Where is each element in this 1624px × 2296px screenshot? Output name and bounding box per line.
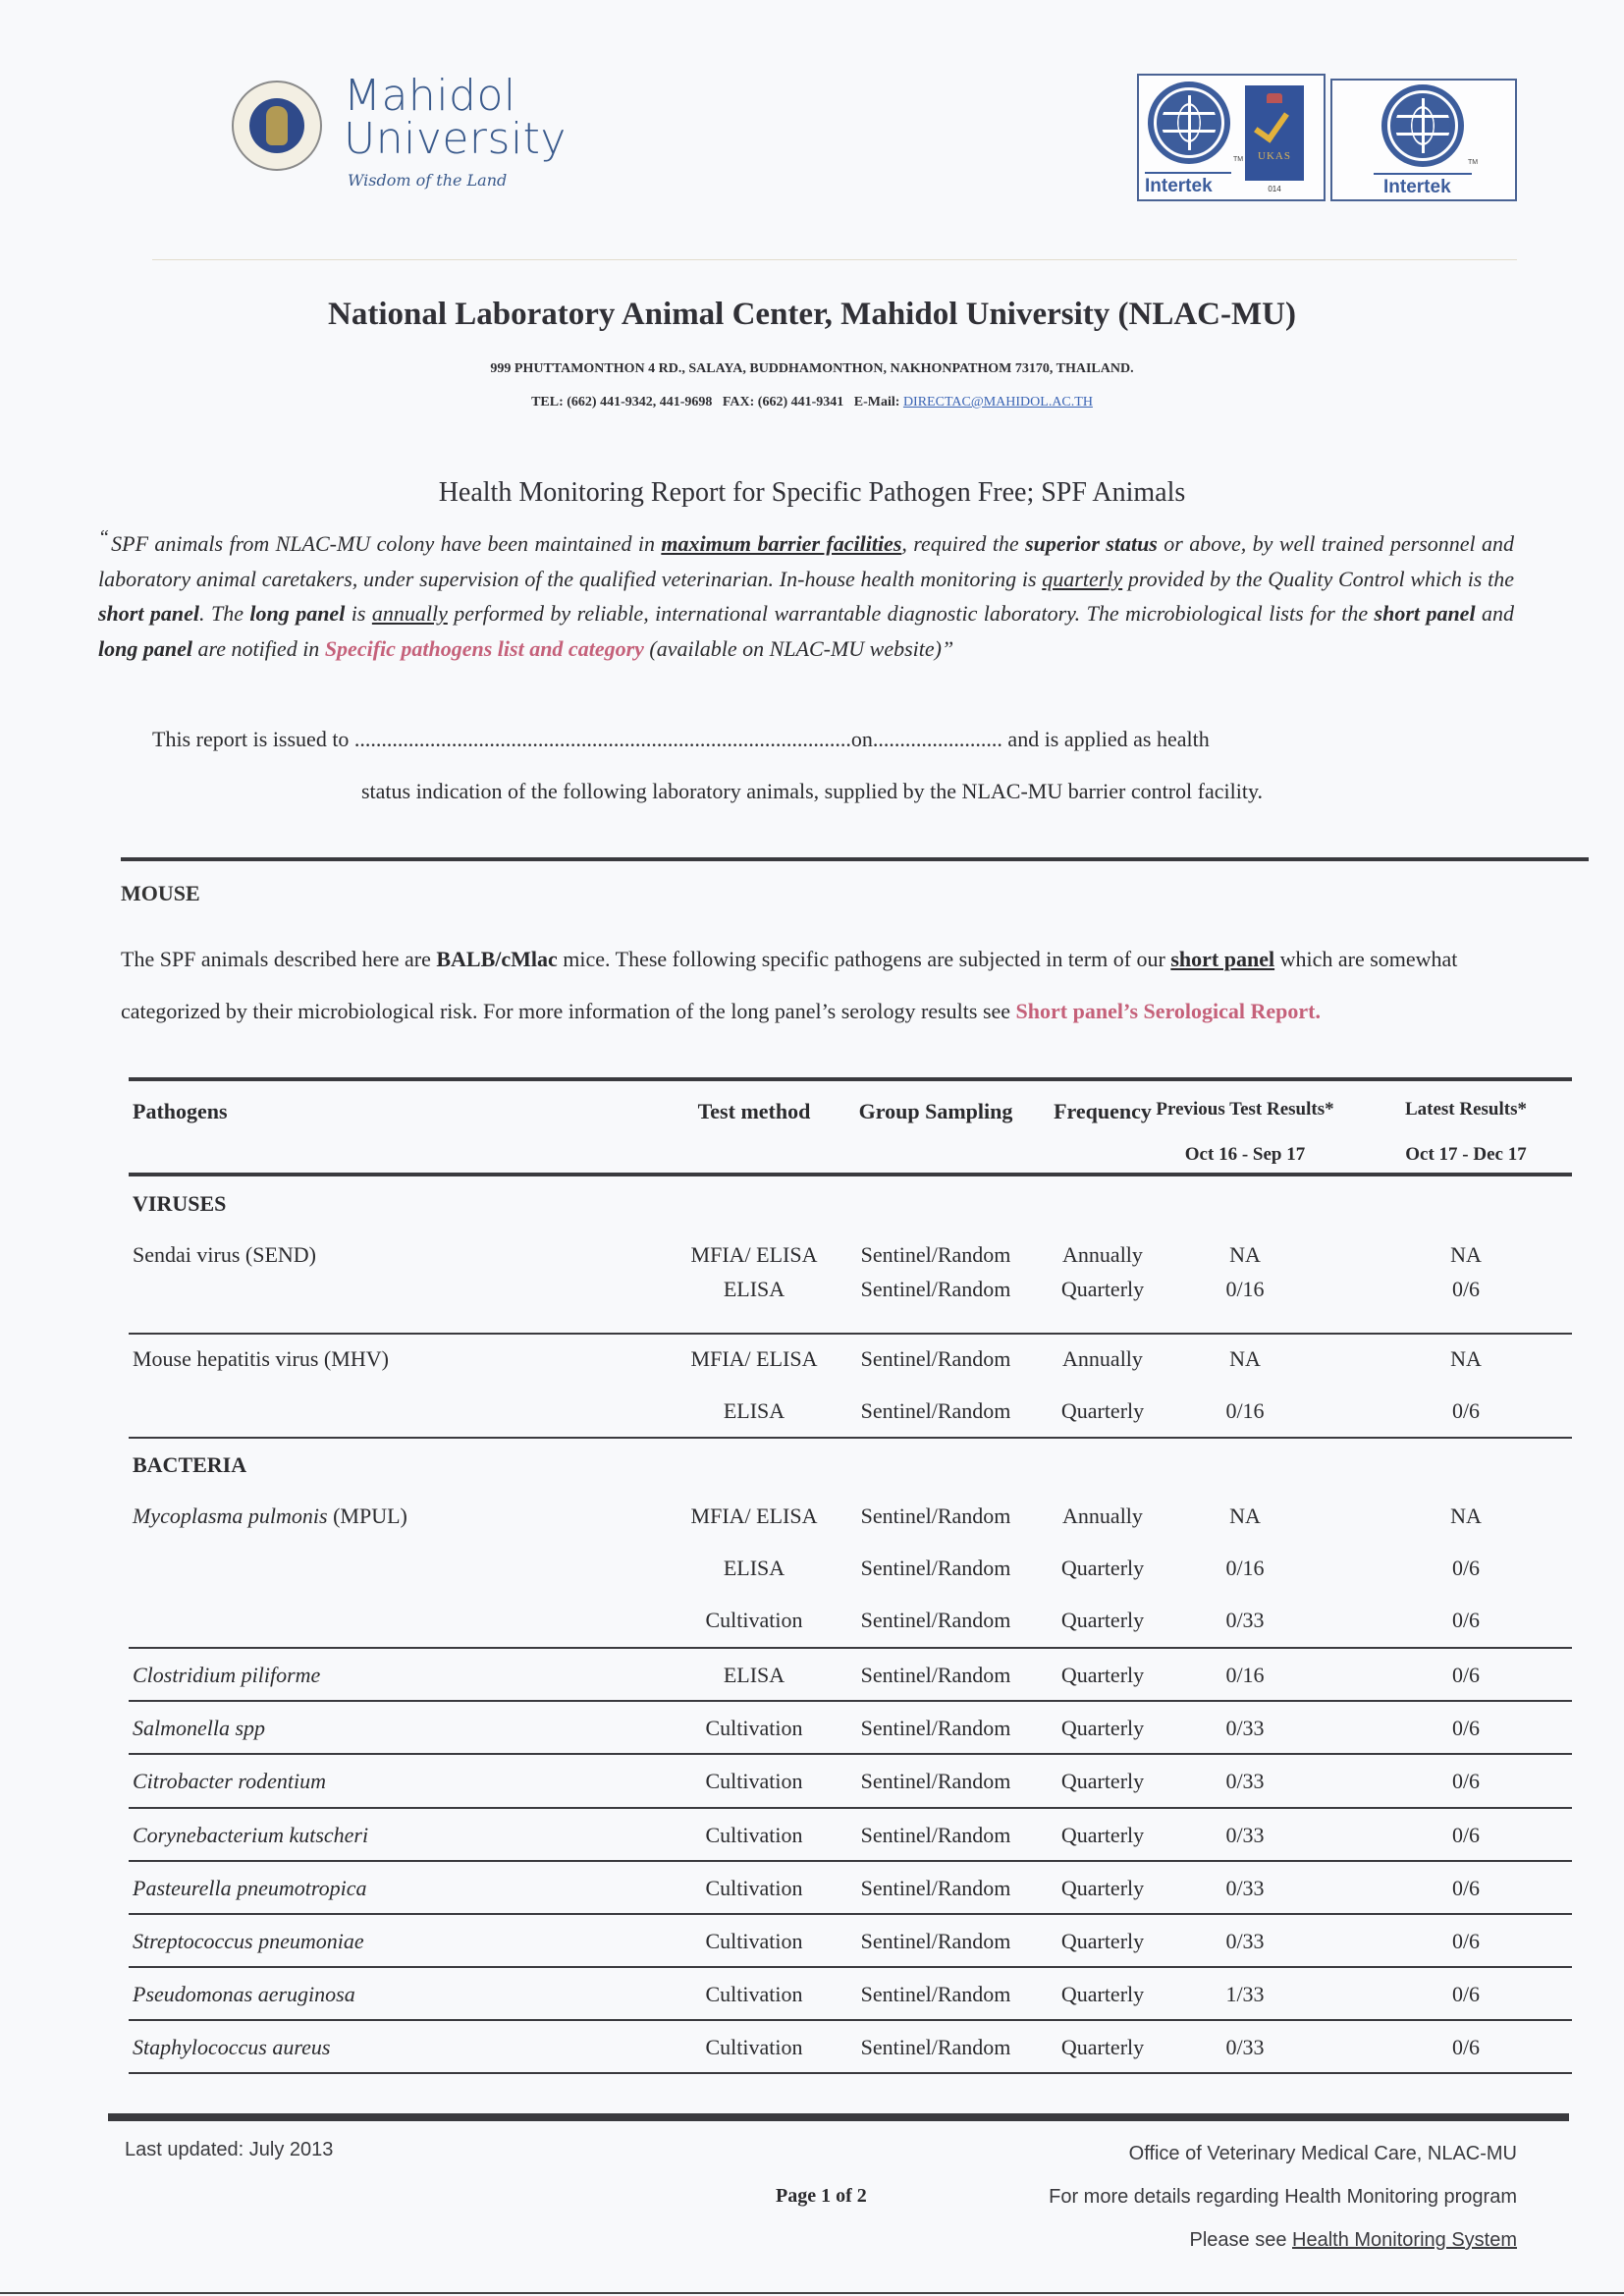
- header-pathogens: Pathogens: [133, 1099, 228, 1123]
- header-group-sampling: Group Sampling: [858, 1099, 1013, 1123]
- please-see-line: Please see Health Monitoring System: [1189, 2229, 1517, 2251]
- page-edge: [0, 2292, 1624, 2294]
- footer-divider: [108, 2113, 1569, 2121]
- globe-icon: [1390, 93, 1455, 158]
- email-link[interactable]: DIRECTAC@MAHIDOL.AC.TH: [902, 395, 1093, 410]
- specific-pathogens-list-link[interactable]: Specific pathogens list and category: [324, 635, 644, 661]
- health-monitoring-system-link[interactable]: Health Monitoring System: [1292, 2229, 1517, 2251]
- header-latest-results: Latest Results*: [1404, 1099, 1528, 1120]
- header-frequency: Frequency: [1054, 1099, 1152, 1123]
- last-updated: Last updated: July 2013: [125, 2139, 334, 2160]
- iso-9001-certification-badge: TM Intertek UKAS 014: [1137, 74, 1326, 201]
- organization-address: 999 PHUTTAMONTHON 4 RD., SALAYA, BUDDHAMONTHON, NAKHONPATHOM 73170, THAILAND.: [490, 361, 1134, 376]
- mahidol-university-logo: [232, 69, 566, 206]
- mouse-section-title: MOUSE: [121, 881, 200, 905]
- checkmark-icon: [1254, 104, 1289, 142]
- header-latest-period: Oct 17 - Dec 17: [1405, 1144, 1527, 1165]
- details-note: For more details regarding Health Monitoring program: [1049, 2186, 1517, 2208]
- intertek-wordmark: Intertek: [1145, 176, 1213, 196]
- serological-report-link[interactable]: Short panel’s Serological Report.: [1015, 999, 1321, 1023]
- organization-title: National Laboratory Animal Center, Mahidol University (NLAC-MU): [328, 297, 1296, 332]
- intertek-wordmark: Intertek: [1383, 177, 1451, 197]
- office-name: Office of Veterinary Medical Care, NLAC-MU: [1128, 2143, 1517, 2164]
- university-tagline: Wisdom of the Land: [348, 171, 508, 190]
- section-divider: [121, 857, 1589, 861]
- university-name: Mahidol University: [344, 71, 567, 164]
- university-seal-icon: [232, 81, 322, 171]
- ohsas-18001-certification-badge: TM Intertek: [1330, 79, 1517, 201]
- ukas-badge: UKAS: [1245, 85, 1304, 181]
- report-title: Health Monitoring Report for Specific Pathogen Free; SPF Animals: [438, 477, 1186, 508]
- header-previous-period: Oct 16 - Sep 17: [1184, 1144, 1306, 1165]
- section-viruses: VIRUSES: [133, 1191, 227, 1216]
- header-divider: [152, 259, 1517, 260]
- header-previous-results: Previous Test Results*: [1156, 1099, 1334, 1120]
- issued-to-line: This report is issued to ............................................................................................on........................ and is applied as health: [152, 727, 1210, 751]
- header-test-method: Test method: [697, 1099, 811, 1123]
- section-bacteria: BACTERIA: [133, 1452, 247, 1477]
- status-indication-line: status indication of the following laboratory animals, supplied by the NLAC-MU barrier control facility.: [360, 779, 1264, 803]
- page-number: Page 1 of 2: [776, 2185, 867, 2207]
- crown-icon: [1267, 93, 1282, 103]
- intro-paragraph: “SPF animals from NLAC-MU colony have been maintained in maximum barrier facilities, required the superior status or above, by well trained personnel and laboratory animal caretakers, under supervision of the qualified veterinarian. In-house health monitoring is quarterly provided by the Quality Control which is the short panel. The long panel is annually performed by reliable, international warrantable diagnostic laboratory. The microbiological lists for the short panel and long panel are notified in Specific pathogens list and category (available on NLAC-MU website)”: [98, 526, 1515, 661]
- organization-contact: TEL: (662) 441-9342, 441-9698 FAX: (662) 441-9341 E-Mail: DIRECTAC@MAHIDOL.AC.TH: [531, 395, 1093, 410]
- mouse-description: The SPF animals described here are BALB/cMlac mice. These following specific pathogens are subjected in term of our short panel which are somewhat categorized by their microbiological risk. For more information of the long panel’s serology results see Short panel’s Serological Report.: [121, 947, 1458, 1023]
- globe-icon: [1157, 90, 1221, 155]
